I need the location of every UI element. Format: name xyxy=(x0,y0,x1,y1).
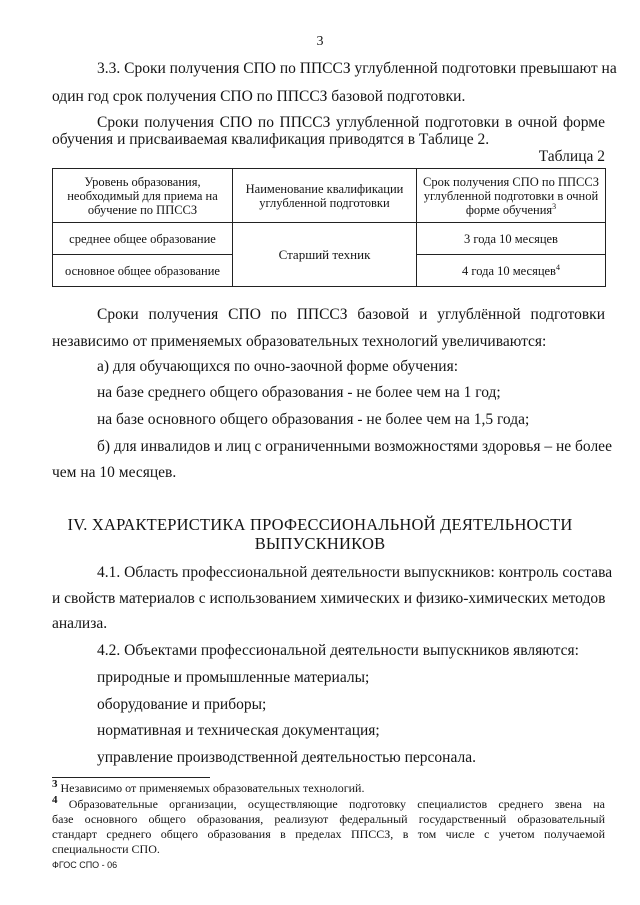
para-intro-line1: Сроки получения СПО по ППССЗ углубленной подготовки в очной форме xyxy=(97,114,605,131)
footnote-4-line2: базе основного общего образования, реализуют федеральный государственный образовательный xyxy=(52,812,605,826)
table-caption: Таблица 2 xyxy=(538,148,605,165)
table-header-term xyxy=(417,169,606,223)
table-cell-term-text: 4 года 10 месяцев xyxy=(462,263,556,278)
para-terms-line1: Сроки получения СПО по ППССЗ базовой и углублённой подготовки xyxy=(97,306,605,323)
list-item: природные и промышленные материалы; xyxy=(97,669,370,686)
para-4-1-line3: анализа. xyxy=(52,615,108,632)
list-item-a2: на базе основного общего образования - не более чем на 1,5 года; xyxy=(97,411,530,428)
para-3-3-line1: 3.3. Сроки получения СПО по ППССЗ углубленной подготовки превышают на xyxy=(97,60,617,77)
para-4-1-line2: и свойств материалов с использованием химических и физико-химических методов xyxy=(52,590,606,607)
footnote-ref-4: 4 xyxy=(555,262,560,272)
footnote-4-line1 xyxy=(52,794,606,812)
footnote-mark-4: 4 xyxy=(52,794,58,806)
para-3-3-line2: один год срок получения СПО по ППССЗ базовой подготовки. xyxy=(52,88,466,105)
list-item-b-line1: б) для инвалидов и лиц с ограниченными возможностями здоровья – не более xyxy=(97,438,612,455)
footnote-ref-3: 3 xyxy=(552,201,557,211)
table-header-term-text: Срок получения СПО по ППССЗ углубленной подготовки в очной форме обучения xyxy=(423,174,599,217)
footnote-4-line4: специальности СПО. xyxy=(52,842,160,856)
table-cell-term-text: 3 года 10 месяцев xyxy=(464,231,558,246)
table-cell-term xyxy=(417,255,606,287)
table-cell-qualification: Старший техник xyxy=(233,223,417,287)
footnote-4-line3: стандарт среднего общего образования в пределах ППССЗ, в том числе с учетом получаемой xyxy=(52,827,605,841)
para-terms-line2: независимо от применяемых образовательных технологий увеличиваются: xyxy=(52,333,547,350)
footnote-4-text: Образовательные организации, осуществляющие подготовку специалистов среднего звена на xyxy=(68,797,606,811)
table-header-qualification: Наименование квалификации углубленной подготовки xyxy=(233,169,417,223)
list-item: нормативная и техническая документация; xyxy=(97,722,380,739)
footnote-separator xyxy=(52,777,210,778)
footnote-3 xyxy=(52,778,365,796)
table-cell-level: основное общее образование xyxy=(53,255,233,287)
section-heading-line1: IV. ХАРАКТЕРИСТИКА ПРОФЕССИОНАЛЬНОЙ ДЕЯТЕЛЬНОСТИ xyxy=(67,515,573,534)
list-item: управление производственной деятельностью персонала. xyxy=(97,749,476,766)
para-intro-line2: обучения и присваиваемая квалификация приводятся в Таблице 2. xyxy=(52,131,490,148)
footnote-3-text: Независимо от применяемых образовательных технологий. xyxy=(60,781,365,795)
para-4-1-line1: 4.1. Область профессиональной деятельности выпускников: контроль состава xyxy=(97,564,613,581)
document-code: ФГОС СПО - 06 xyxy=(52,860,118,870)
list-item-a: а) для обучающихся по очно-заочной форме обучения: xyxy=(97,358,459,375)
table-cell-level: среднее общее образование xyxy=(53,223,233,255)
list-item-b-line2: чем на 10 месяцев. xyxy=(52,464,177,481)
section-heading-line2: ВЫПУСКНИКОВ xyxy=(254,534,386,553)
table-cell-term xyxy=(417,223,606,255)
footnote-mark-3: 3 xyxy=(52,778,58,790)
page-number: 3 xyxy=(316,34,324,49)
table-2 xyxy=(52,168,606,287)
list-item: оборудование и приборы; xyxy=(97,696,267,713)
para-4-2: 4.2. Объектами профессиональной деятельности выпускников являются: xyxy=(97,642,579,659)
list-item-a1: на базе среднего общего образования - не более чем на 1 год; xyxy=(97,384,501,401)
table-header-level: Уровень образования, необходимый для приема на обучение по ППССЗ xyxy=(53,169,233,223)
